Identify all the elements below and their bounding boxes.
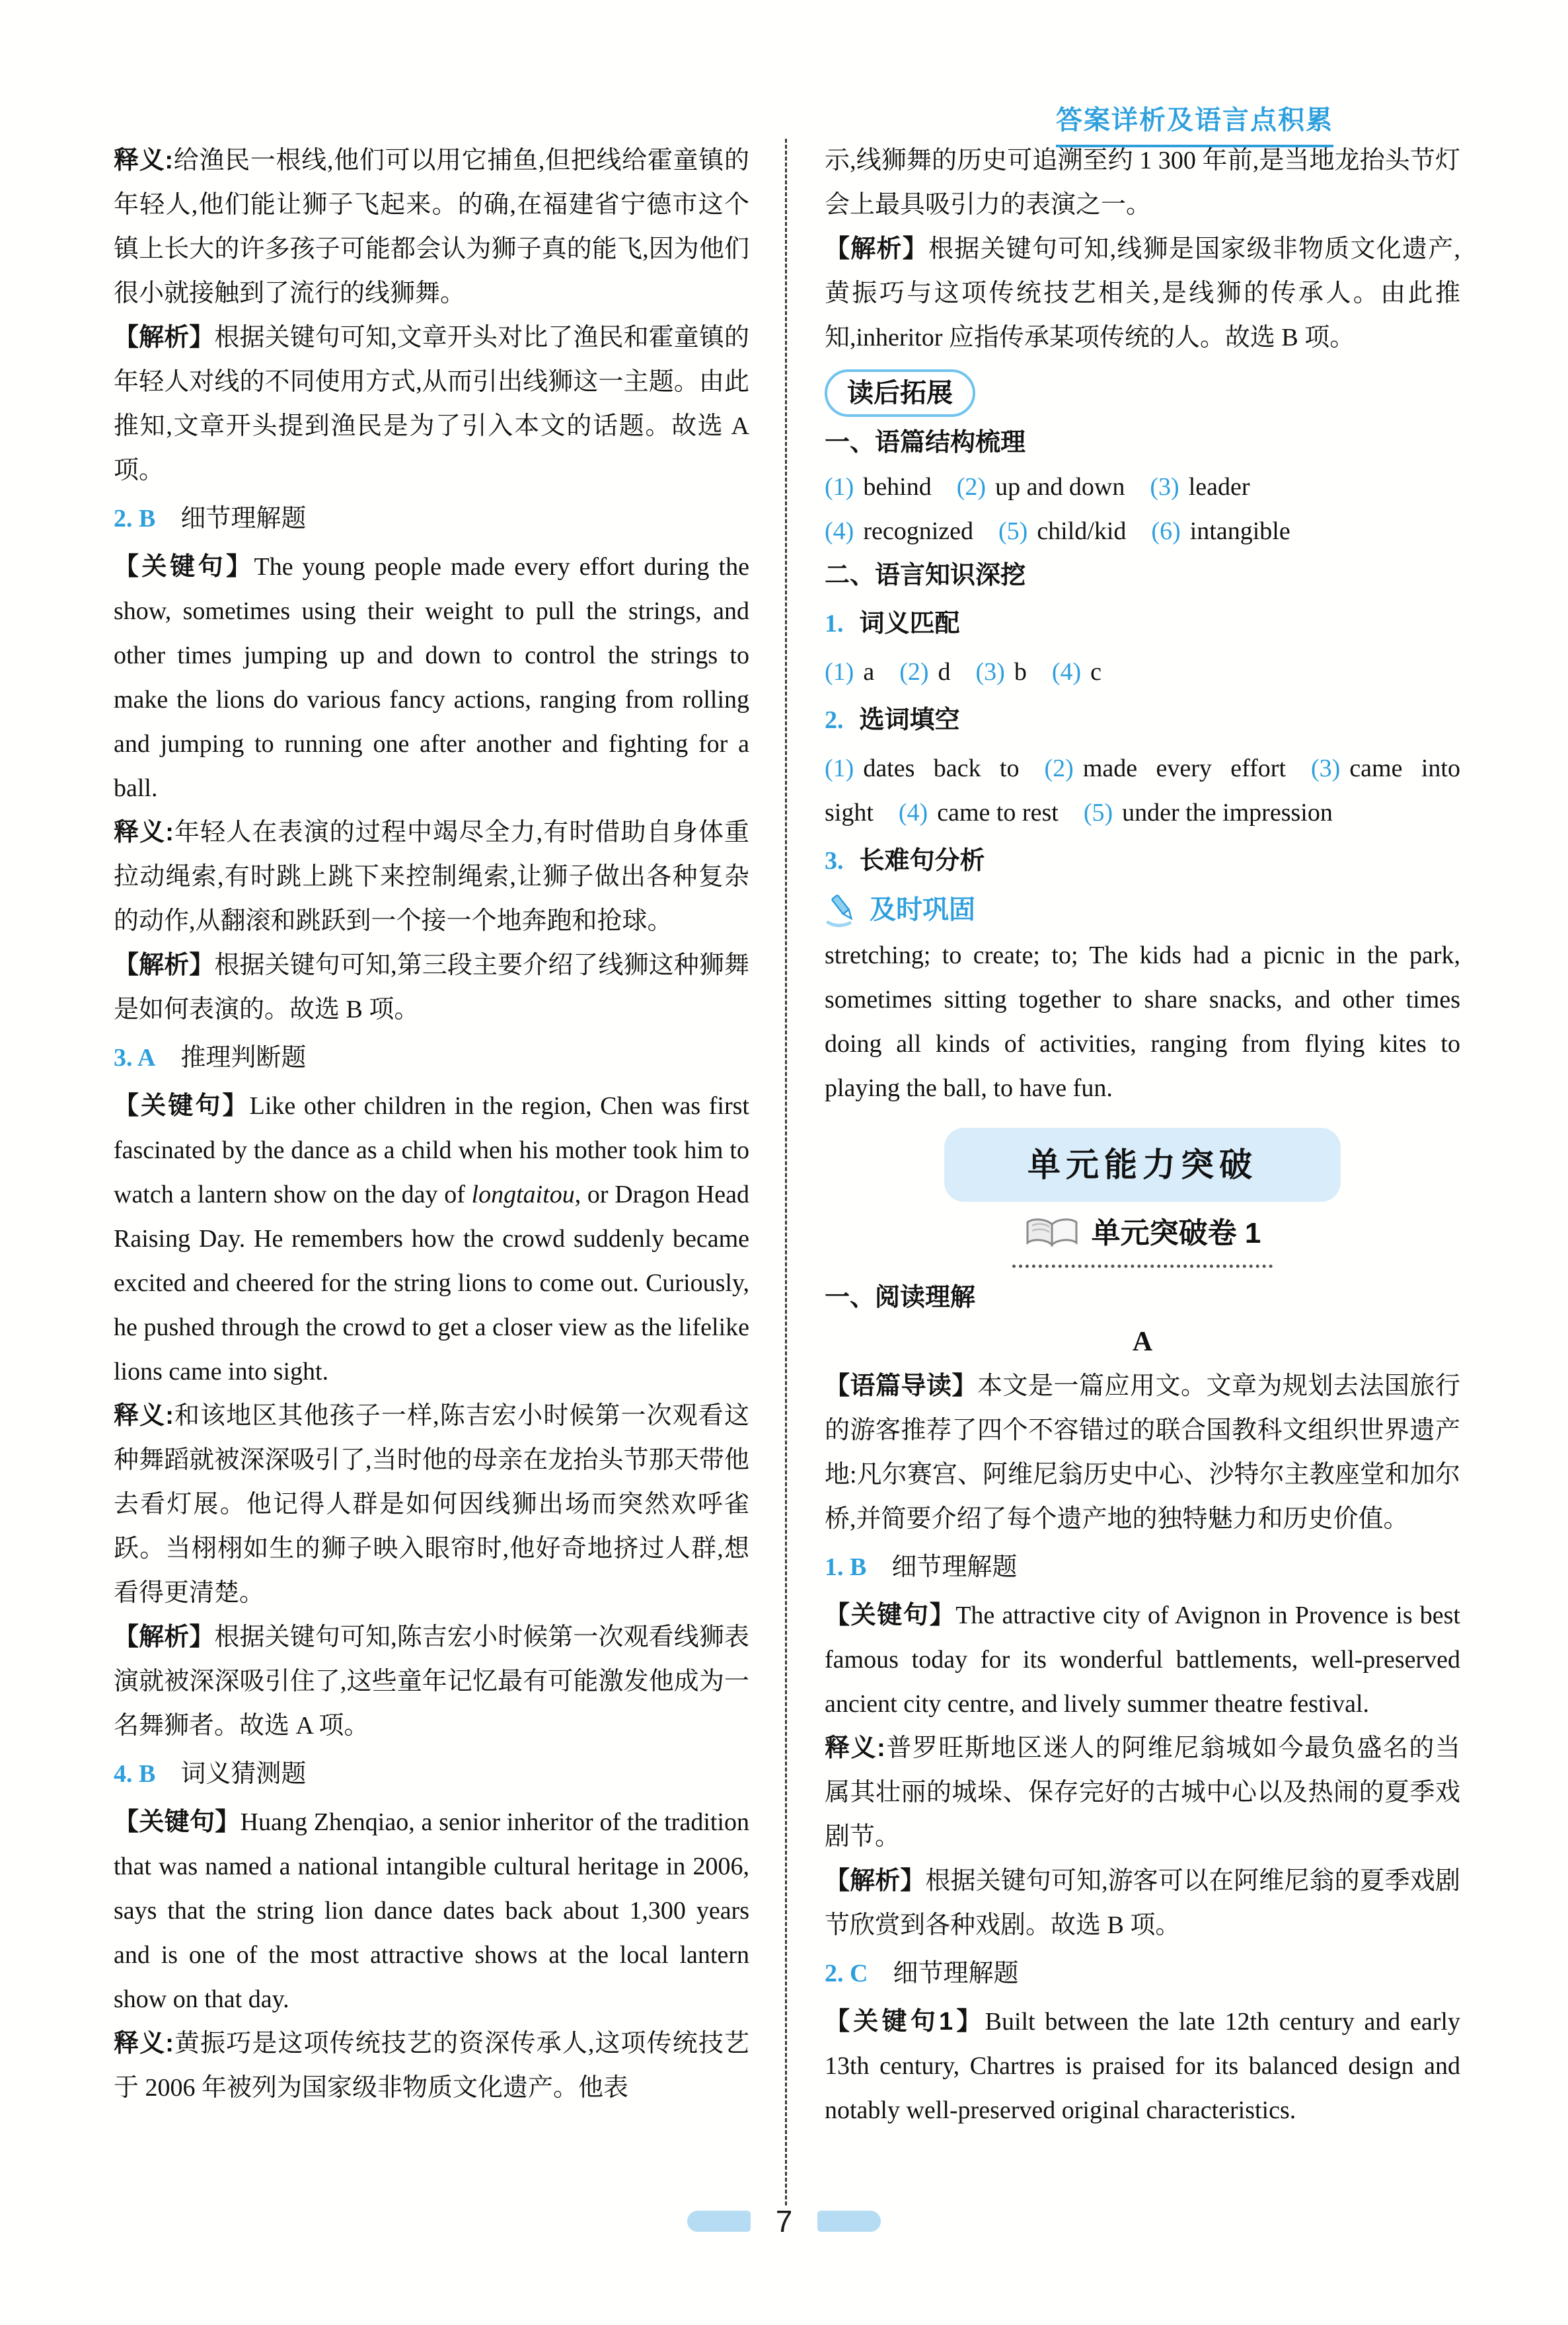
gloss-text: 黄振巧是这项传统技艺的资深传承人,这项传统技艺于 2006 年被列为国家级非物质文化遗产。他表 bbox=[114, 2030, 749, 2102]
unit-paper-title-row bbox=[825, 1211, 1460, 1268]
answer-pair bbox=[899, 658, 950, 686]
answer-pair bbox=[825, 658, 874, 686]
subsection-item-1 bbox=[825, 602, 1460, 646]
question-item-4 bbox=[114, 1752, 749, 1796]
question-item-1 bbox=[825, 1545, 1460, 1590]
key-sentence-text: The attractive city of Avignon in Provence is best famous today for its wonderful battlements, well-preserved ancient city centre, and lively summer theatre festival. bbox=[825, 1602, 1460, 1718]
answer-number: (1) bbox=[825, 473, 854, 501]
answer-text: dates back to bbox=[863, 755, 1020, 782]
answer-pair bbox=[957, 473, 1125, 501]
question-answer: 2. B bbox=[114, 505, 156, 533]
key-sentence-label: 【关键句1】 bbox=[825, 2008, 985, 2036]
answer-row bbox=[825, 509, 1460, 554]
analysis-label: 【解析】 bbox=[114, 951, 215, 979]
answer-row bbox=[825, 747, 1460, 835]
key-sentence-text: Huang Zhenqiao, a senior inheritor of the tradition that was named a national intangible cultural heritage in 2006, says that the string lion dance dates back about 1,300 years and is one of the most attractive shows at the local lantern show on that day. bbox=[114, 1808, 749, 2013]
analysis-paragraph bbox=[825, 227, 1460, 360]
answer-pair bbox=[1150, 473, 1250, 501]
answer-text: a bbox=[863, 658, 875, 686]
analysis-text: 根据关键句可知,陈吉宏小时候第一次观看线狮表演就被深深吸引住了,这些童年记忆最有可能激发他成为一名舞狮者。故选 A 项。 bbox=[114, 1623, 749, 1740]
footer-pill-left bbox=[687, 2211, 751, 2232]
answer-text: d bbox=[938, 658, 951, 686]
right-column bbox=[825, 139, 1460, 2133]
answer-number: (4) bbox=[1051, 658, 1082, 686]
gloss-text: 给渔民一根线,他们可以用它捕鱼,但把线给霍童镇的年轻人,他们能让狮子飞起来。的确,在福建省宁德市这个镇上长大的许多孩子可能都会认为狮子真的能飞,因为他们很小就接触到了流行的线狮舞。 bbox=[114, 147, 749, 307]
answer-pair bbox=[899, 799, 1059, 827]
subsection-item-3 bbox=[825, 839, 1460, 883]
answer-pair bbox=[825, 755, 1020, 782]
page-number: 7 bbox=[775, 2204, 793, 2238]
key-sentence-paragraph bbox=[825, 2000, 1460, 2133]
key-sentence-label: 【关键句】 bbox=[114, 1808, 241, 1836]
unit-paper-title-text: 单元突破卷 1 bbox=[1091, 1217, 1261, 1249]
key-sentence-paragraph bbox=[114, 1800, 749, 2022]
gloss-paragraph bbox=[114, 2022, 749, 2110]
answer-text: came to rest bbox=[937, 799, 1059, 827]
subsection-title: 选词填空 bbox=[859, 706, 960, 734]
question-type: 细节理解题 bbox=[180, 505, 307, 533]
gloss-continuation bbox=[825, 139, 1460, 227]
subsection-title: 词义匹配 bbox=[859, 610, 960, 638]
answer-number: (5) bbox=[998, 517, 1028, 545]
analysis-label: 【解析】 bbox=[825, 235, 928, 263]
question-answer: 4. B bbox=[114, 1760, 156, 1788]
page-footer bbox=[0, 2204, 1568, 2238]
question-item-2 bbox=[114, 497, 749, 541]
answer-text: leader bbox=[1188, 473, 1250, 501]
question-type: 推理判断题 bbox=[180, 1044, 307, 1072]
answer-number: (6) bbox=[1151, 517, 1181, 545]
gloss-text: 年轻人在表演的过程中竭尽全力,有时借助自身体重拉动绳索,有时跳上跳下来控制绳索,让狮子做出各种复杂的动作,从翻滚和跳跃到一个接一个地奔跑和抢球。 bbox=[114, 819, 749, 935]
answer-row bbox=[825, 650, 1460, 694]
answer-text: child/kid bbox=[1037, 517, 1127, 545]
key-sentence-text: Built between the late 12th century and early 13th century, Chartres is praised for its balanced design and notably well-preserved original characteristics. bbox=[825, 2008, 1460, 2124]
gloss-paragraph bbox=[825, 1726, 1460, 1859]
key-sentence-paragraph bbox=[114, 545, 749, 811]
passage-intro-paragraph bbox=[825, 1364, 1460, 1541]
consolidation-answer bbox=[825, 934, 1460, 1111]
answer-pair bbox=[825, 517, 973, 545]
key-sentence-text: , or Dragon Head Raising Day. He remembers how the crowd suddenly became excited and cheered for the string lions to come out. Curiously, he pushed through the crowd to get a closer view as the lifelike lions came into sight. bbox=[114, 1181, 750, 1385]
analysis-label: 【解析】 bbox=[114, 1623, 215, 1651]
gloss-paragraph bbox=[114, 1394, 749, 1615]
answer-number: (3) bbox=[1311, 755, 1341, 782]
pencil-icon bbox=[825, 892, 860, 928]
gloss-label: 释义: bbox=[114, 819, 174, 846]
analysis-paragraph bbox=[114, 1615, 749, 1748]
answer-text: recognized bbox=[863, 517, 973, 545]
answer-text: up and down bbox=[995, 473, 1125, 501]
key-sentence-label: 【关键句】 bbox=[825, 1602, 956, 1629]
key-sentence-text: Like other children in the region, Chen was first fascinated by the dance as a child when his mother took him to watch a lantern show on the day of bbox=[114, 1092, 749, 1208]
answer-pair bbox=[1045, 755, 1287, 782]
passage-intro-label: 【语篇导读】 bbox=[825, 1372, 977, 1400]
analysis-text: 根据关键句可知,线狮是国家级非物质文化遗产,黄振巧与这项传统技艺相关,是线狮的传承人。由此推知,inheritor 应指传承某项传统的人。故选 B 项。 bbox=[825, 235, 1460, 351]
left-column bbox=[114, 139, 749, 2110]
timely-consolidation bbox=[825, 891, 1460, 928]
subsection-number: 3. bbox=[825, 847, 844, 875]
post-reading-badge: 读后拓展 bbox=[825, 369, 975, 417]
question-item-2 bbox=[825, 1952, 1460, 1996]
unit-paper-title bbox=[1012, 1211, 1273, 1268]
gloss-label: 释义: bbox=[114, 147, 174, 174]
answer-text: made every effort bbox=[1082, 755, 1286, 782]
open-book-icon bbox=[1024, 1216, 1080, 1251]
passage-intro-text: 本文是一篇应用文。文章为规划去法国旅行的游客推荐了四个不容错过的联合国教科文组织世界遗产地:凡尔赛宫、阿维尼翁历史中心、沙特尔主教座堂和加尔桥,并简要介绍了每个遗产地的独特魅力和历史价值。 bbox=[825, 1372, 1460, 1533]
analysis-label: 【解析】 bbox=[114, 324, 215, 351]
answer-text: under the impression bbox=[1122, 799, 1333, 827]
gloss-text: 普罗旺斯地区迷人的阿维尼翁城如今最负盛名的当属其壮丽的城垛、保存完好的古城中心以及热闹的夏季戏剧节。 bbox=[825, 1734, 1460, 1851]
footer-pill-right bbox=[817, 2211, 881, 2232]
answer-number: (2) bbox=[956, 473, 987, 501]
post-reading-section bbox=[825, 369, 1460, 417]
section-heading-reading: 一、阅读理解 bbox=[825, 1284, 976, 1311]
answer-number: (1) bbox=[825, 658, 854, 686]
key-sentence-paragraph bbox=[825, 1594, 1460, 1726]
subsection-item-2 bbox=[825, 698, 1460, 743]
key-sentence-text: The young people made every effort during the show, sometimes using their weight to pull the strings, and other times jumping up and down to control the strings to make the lions do various fancy actions, ranging from rolling and jumping to running one after another and fighting for a ball. bbox=[114, 553, 749, 802]
question-answer: 3. A bbox=[114, 1044, 156, 1072]
question-item-3 bbox=[114, 1036, 749, 1080]
gloss-text: 示,线狮舞的历史可追溯至约 1 300 年前,是当地龙抬头节灯会上最具吸引力的表演之一。 bbox=[825, 147, 1460, 219]
gloss-label: 释义: bbox=[825, 1734, 885, 1762]
passage-letter: A bbox=[1132, 1327, 1153, 1357]
gloss-label: 释义: bbox=[114, 2030, 174, 2057]
question-type: 细节理解题 bbox=[891, 1553, 1018, 1581]
answer-text: came into sight bbox=[825, 755, 1460, 827]
consolidation-answer-text: stretching; to create; to; The kids had a picnic in the park, sometimes sitting together to share snacks, and other times doing all kinds of activities, ranging from flying kites to playing the ball, to have fun. bbox=[825, 941, 1460, 1102]
analysis-text: 根据关键句可知,文章开头对比了渔民和霍童镇的年轻人对线的不同使用方式,从而引出线狮这一主题。由此推知,文章开头提到渔民是为了引入本文的话题。故选 A 项。 bbox=[114, 324, 749, 484]
answer-text: intangible bbox=[1189, 517, 1290, 545]
gloss-text: 和该地区其他孩子一样,陈吉宏小时候第一次观看这种舞蹈就被深深吸引了,当时他的母亲在龙抬头节那天带他去看灯展。他记得人群是如何因线狮出场而突然欢呼雀跃。当栩栩如生的狮子映入眼帘时,他好奇地挤过人群,想看得更清楚。 bbox=[114, 1402, 749, 1607]
timely-consolidation-label: 及时巩固 bbox=[870, 895, 975, 924]
answer-number: (4) bbox=[825, 517, 854, 545]
key-sentence-paragraph bbox=[114, 1084, 749, 1394]
answer-number: (3) bbox=[975, 658, 1005, 686]
question-type: 词义猜测题 bbox=[180, 1760, 307, 1788]
analysis-label: 【解析】 bbox=[825, 1867, 926, 1895]
italic-term: longtaitou bbox=[471, 1181, 575, 1208]
question-answer: 2. C bbox=[825, 1960, 868, 1987]
key-sentence-label: 【关键句】 bbox=[114, 553, 254, 581]
section-heading-structure: 一、语篇结构梳理 bbox=[825, 429, 1026, 457]
answer-number: (1) bbox=[825, 755, 854, 782]
analysis-paragraph bbox=[114, 943, 749, 1032]
gloss-paragraph bbox=[114, 139, 749, 316]
gloss-paragraph bbox=[114, 811, 749, 943]
gloss-label: 释义: bbox=[114, 1402, 174, 1430]
answer-pair bbox=[1151, 517, 1290, 545]
answer-number: (5) bbox=[1083, 799, 1113, 827]
answer-text: b bbox=[1014, 658, 1027, 686]
answer-pair bbox=[825, 473, 932, 501]
answer-number: (2) bbox=[1044, 755, 1074, 782]
answer-text: c bbox=[1090, 658, 1101, 686]
answer-pair bbox=[976, 658, 1027, 686]
subsection-number: 2. bbox=[825, 706, 844, 734]
answer-pair bbox=[1052, 658, 1101, 686]
subsection-title: 长难句分析 bbox=[859, 847, 985, 875]
answer-number: (3) bbox=[1150, 473, 1179, 501]
question-answer: 1. B bbox=[825, 1553, 867, 1581]
page-header-title: 答案详析及语言点积累 bbox=[1056, 99, 1333, 147]
analysis-text: 根据关键句可知,第三段主要介绍了线狮这种狮舞是如何表演的。故选 B 项。 bbox=[114, 951, 749, 1023]
subsection-number: 1. bbox=[825, 610, 844, 638]
column-divider bbox=[785, 139, 787, 2205]
answer-pair bbox=[1084, 799, 1333, 827]
answer-pair bbox=[998, 517, 1126, 545]
analysis-text: 根据关键句可知,游客可以在阿维尼翁的夏季戏剧节欣赏到各种戏剧。故选 B 项。 bbox=[825, 1867, 1460, 1939]
answer-text: behind bbox=[863, 473, 932, 501]
section-heading-language: 二、语言知识深挖 bbox=[825, 562, 1026, 589]
answer-row bbox=[825, 465, 1460, 509]
question-type: 细节理解题 bbox=[893, 1960, 1019, 1987]
key-sentence-label: 【关键句】 bbox=[114, 1092, 250, 1120]
analysis-paragraph bbox=[825, 1859, 1460, 1948]
answer-number: (4) bbox=[898, 799, 928, 827]
analysis-paragraph bbox=[114, 316, 749, 493]
unit-breakthrough-banner: 单元能力突破 bbox=[944, 1128, 1341, 1202]
answer-number: (2) bbox=[899, 658, 929, 686]
